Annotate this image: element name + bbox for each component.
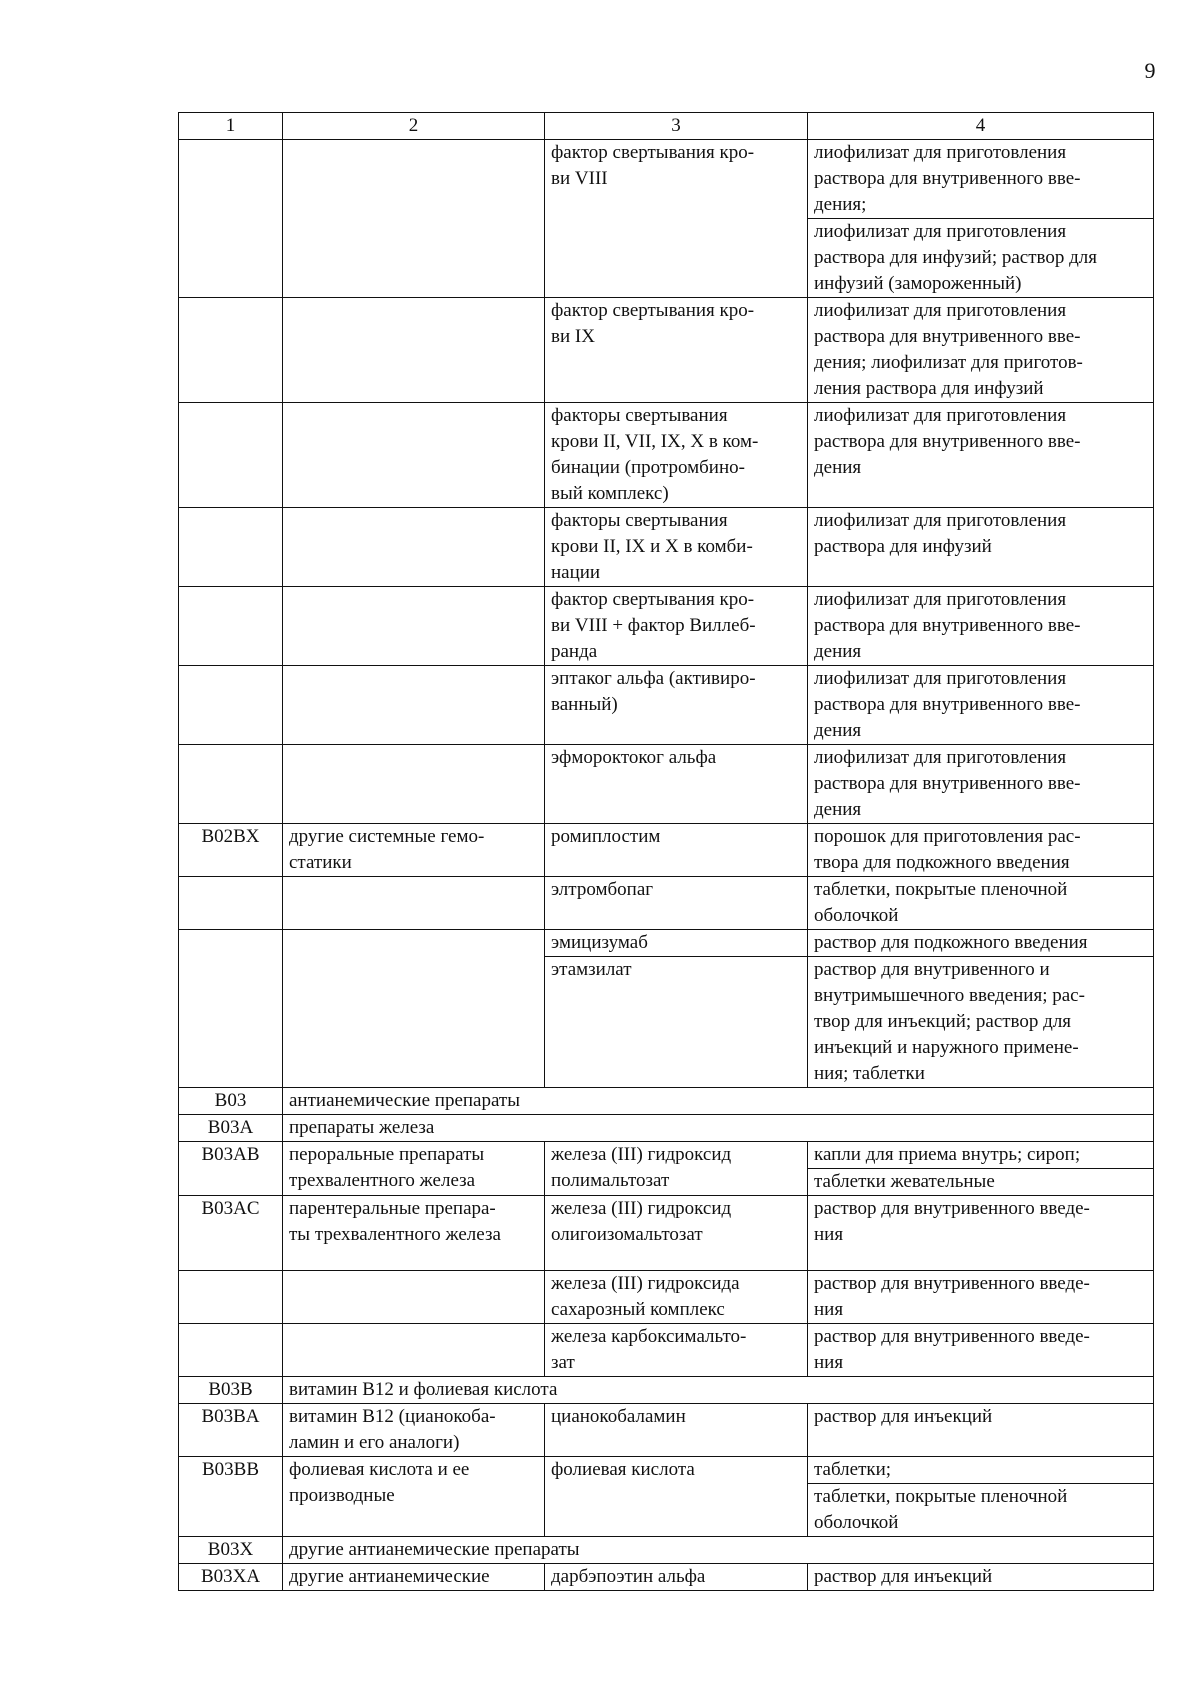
drug-name-cell (545, 1324, 808, 1377)
drug-name-cell (545, 666, 808, 745)
group-name-cell: антианемические препараты (283, 1088, 1154, 1115)
drug-name-cell (545, 1404, 808, 1457)
dosage-form-line: оболочкой (814, 905, 899, 926)
group-name-cell (283, 877, 545, 930)
group-name-cell (283, 824, 545, 877)
drug-name-line: железа (III) гидроксид (551, 1198, 732, 1219)
drug-name-line: бинации (протромбино- (551, 457, 745, 478)
dosage-form-part (808, 218, 1153, 297)
group-name-cell (283, 1142, 545, 1196)
group-name-line: ты трехвалентного железа (289, 1224, 501, 1245)
drug-name-line: ви VIII + фактор Виллеб- (551, 615, 756, 636)
group-name-line: пероральные препараты (289, 1144, 485, 1165)
group-name-cell (283, 1196, 545, 1271)
group-name-line: другие антианемические (289, 1566, 490, 1587)
drug-name-line: ви IX (551, 326, 595, 347)
dosage-form-line: лиофилизат для приготовления (814, 300, 1067, 321)
table-row (179, 930, 1154, 1088)
drug-name-cell (545, 930, 808, 1088)
drug-name-line: ромиплостим (551, 826, 661, 847)
drug-name-line: цианокобаламин (551, 1406, 686, 1427)
group-name-cell: витамин B12 и фолиевая кислота (283, 1377, 1154, 1404)
dosage-form-part (808, 666, 1153, 744)
dosage-form-cell (808, 877, 1154, 930)
header-row (179, 113, 1154, 140)
dosage-form-cell (808, 745, 1154, 824)
drug-name-line: фактор свертывания кро- (551, 589, 755, 610)
drug-name-line: нации (551, 562, 601, 583)
dosage-form-line: таблетки, покрытые пленочной (814, 1486, 1068, 1507)
dosage-form-line: таблетки; (814, 1459, 892, 1480)
dosage-form-line: дения (814, 457, 862, 478)
dosage-form-part (808, 508, 1153, 560)
dosage-form-part (808, 877, 1153, 929)
header-col-1: 1 (179, 113, 283, 140)
dosage-form-line: раствор для инъекций (814, 1406, 993, 1427)
table-row (179, 1457, 1154, 1537)
atc-code-cell (179, 298, 283, 403)
dosage-form-cell (808, 1457, 1154, 1537)
drug-name-line: дарбэпоэтин альфа (551, 1566, 706, 1587)
atc-code-cell (179, 745, 283, 824)
dosage-form-line: лиофилизат для приготовления (814, 142, 1067, 163)
drug-name-cell (545, 877, 808, 930)
group-name-cell (283, 1457, 545, 1537)
dosage-form-part (808, 956, 1153, 1087)
group-name-cell (283, 587, 545, 666)
dosage-form-part (808, 1404, 1153, 1430)
drug-name-line: крови II, IX и X в комби- (551, 536, 753, 557)
dosage-form-line: раствора для внутривенного вве- (814, 168, 1081, 189)
drug-name-line: фактор свертывания кро- (551, 142, 755, 163)
dosage-form-line: раствор для подкожного введения (814, 932, 1088, 953)
dosage-form-part (808, 403, 1153, 481)
atc-code-cell: B03BA (179, 1404, 283, 1457)
drug-name-cell (545, 1196, 808, 1271)
table-row (179, 1196, 1154, 1271)
dosage-form-part (808, 745, 1153, 823)
group-name-cell: другие антианемические препараты (283, 1537, 1154, 1564)
atc-code-cell (179, 403, 283, 508)
dosage-form-cell (808, 1142, 1154, 1196)
table-row (179, 1271, 1154, 1324)
dosage-form-part (808, 1457, 1153, 1483)
drug-name-cell (545, 1564, 808, 1591)
dosage-form-line: лиофилизат для приготовления (814, 589, 1067, 610)
dosage-form-line: раствора для внутривенного вве- (814, 326, 1081, 347)
atc-code-cell: B02BX (179, 824, 283, 877)
drug-name-line: эфмороктоког альфа (551, 747, 717, 768)
table-row (179, 877, 1154, 930)
group-name-line: витамин B12 (цианокоба- (289, 1406, 496, 1427)
drug-name-line: полимальтозат (551, 1170, 670, 1191)
dosage-form-line: лиофилизат для приготовления (814, 405, 1067, 426)
drug-name-line: зат (551, 1352, 575, 1373)
dosage-form-line: раствор для внутривенного введе- (814, 1198, 1090, 1219)
dosage-form-line: раствор для инъекций (814, 1566, 993, 1587)
group-name-cell (283, 403, 545, 508)
drug-name-cell (545, 140, 808, 298)
drug-name-line: фолиевая кислота (551, 1459, 695, 1480)
dosage-form-line: раствор для внутривенного введе- (814, 1326, 1090, 1347)
drug-name-part (545, 930, 807, 956)
dosage-form-line: капли для приема внутрь; сироп; (814, 1144, 1081, 1165)
dosage-form-line: инфузий (замороженный) (814, 273, 1022, 294)
table-row (179, 1537, 1154, 1564)
drug-name-line: ви VIII (551, 168, 608, 189)
drug-name-line: железа (III) гидроксида (551, 1273, 740, 1294)
atc-code-cell (179, 666, 283, 745)
group-name-cell (283, 1564, 545, 1591)
dosage-form-cell (808, 1404, 1154, 1457)
group-name-cell (283, 1404, 545, 1457)
dosage-form-part (808, 1196, 1153, 1248)
dosage-form-part (808, 140, 1153, 218)
atc-code-cell: B03X (179, 1537, 283, 1564)
atc-code-cell (179, 508, 283, 587)
atc-code-cell: B03B (179, 1377, 283, 1404)
drug-name-line: олигоизомальтозат (551, 1224, 703, 1245)
dosage-form-part (808, 1168, 1153, 1195)
table-row (179, 298, 1154, 403)
dosage-form-cell (808, 1324, 1154, 1377)
atc-code-cell (179, 140, 283, 298)
atc-code-cell (179, 1271, 283, 1324)
table-row (179, 666, 1154, 745)
dosage-form-line: лиофилизат для приготовления (814, 510, 1067, 531)
dosage-form-part (808, 1564, 1153, 1590)
table-row (179, 1115, 1154, 1142)
group-name-line: трехвалентного железа (289, 1170, 476, 1191)
table-row (179, 1564, 1154, 1591)
dosage-form-line: ния (814, 1224, 844, 1245)
dosage-form-line: ния; таблетки (814, 1063, 925, 1084)
dosage-form-line: раствора для внутривенного вве- (814, 431, 1081, 452)
dosage-form-line: раствора для внутривенного вве- (814, 773, 1081, 794)
dosage-form-cell (808, 140, 1154, 298)
dosage-form-part (808, 1483, 1153, 1536)
page-number: 9 (1144, 58, 1156, 83)
group-name-cell (283, 1324, 545, 1377)
dosage-form-part (808, 1324, 1153, 1376)
group-name-cell (283, 745, 545, 824)
dosage-form-line: дения (814, 799, 862, 820)
dosage-form-line: лиофилизат для приготовления (814, 747, 1067, 768)
atc-code-cell: B03 (179, 1088, 283, 1115)
dosage-form-line: твора для подкожного введения (814, 852, 1070, 873)
header-col-2: 2 (283, 113, 545, 140)
drug-name-cell (545, 508, 808, 587)
drug-name-cell (545, 403, 808, 508)
drug-name-cell (545, 1457, 808, 1537)
atc-code-cell: B03BB (179, 1457, 283, 1537)
dosage-form-line: дения (814, 641, 862, 662)
dosage-form-cell (808, 1196, 1154, 1271)
dosage-form-part (808, 930, 1153, 956)
dosage-form-cell (808, 666, 1154, 745)
drug-name-line: ранда (551, 641, 598, 662)
dosage-form-line: раствора для внутривенного вве- (814, 615, 1081, 636)
header-col-4: 4 (808, 113, 1154, 140)
table-row (179, 745, 1154, 824)
drug-name-line: вый комплекс) (551, 483, 669, 504)
drug-name-cell (545, 745, 808, 824)
dosage-form-line: дения (814, 720, 862, 741)
drug-name-line: железа (III) гидроксид (551, 1144, 732, 1165)
dosage-form-part (808, 824, 1153, 876)
table-row (179, 824, 1154, 877)
table-row (179, 403, 1154, 508)
table-row (179, 1142, 1154, 1196)
drug-name-line: факторы свертывания (551, 510, 728, 531)
group-name-cell (283, 508, 545, 587)
table-row (179, 1324, 1154, 1377)
group-name-line: статики (289, 852, 352, 873)
dosage-form-line: порошок для приготовления рас- (814, 826, 1081, 847)
drug-name-line: ванный) (551, 694, 618, 715)
dosage-form-cell (808, 930, 1154, 1088)
dosage-form-cell (808, 508, 1154, 587)
table-row (179, 508, 1154, 587)
group-name-cell: препараты железа (283, 1115, 1154, 1142)
drug-name-cell (545, 298, 808, 403)
drug-name-cell (545, 824, 808, 877)
group-name-cell (283, 140, 545, 298)
drug-name-line: фактор свертывания кро- (551, 300, 755, 321)
dosage-form-cell (808, 298, 1154, 403)
atc-code-cell (179, 1324, 283, 1377)
group-name-cell (283, 666, 545, 745)
atc-code-cell (179, 587, 283, 666)
dosage-form-line: дения; лиофилизат для приготов- (814, 352, 1083, 373)
group-name-cell (283, 930, 545, 1088)
group-name-cell (283, 298, 545, 403)
drug-name-cell (545, 1271, 808, 1324)
group-name-line: парентеральные препара- (289, 1198, 496, 1219)
dosage-form-line: раствор для внутривенного введе- (814, 1273, 1090, 1294)
dosage-form-line: оболочкой (814, 1512, 899, 1533)
atc-code-cell (179, 930, 283, 1088)
dosage-form-line: дения; (814, 194, 867, 215)
drug-name-line: крови II, VII, IX, X в ком- (551, 431, 759, 452)
dosage-form-line: ления раствора для инфузий (814, 378, 1044, 399)
dosage-form-part (808, 1142, 1153, 1168)
drug-name-line: этамзилат (551, 959, 632, 980)
group-name-line: производные (289, 1485, 395, 1506)
dosage-form-line: ния (814, 1299, 844, 1320)
drug-name-line: эмицизумаб (551, 932, 648, 953)
dosage-form-line: инъекций и наружного примене- (814, 1037, 1079, 1058)
dosage-form-line: ния (814, 1352, 844, 1373)
drug-table (178, 112, 1154, 1591)
dosage-form-line: раствор для внутривенного и (814, 959, 1050, 980)
table-row (179, 1404, 1154, 1457)
group-name-line: фолиевая кислота и ее (289, 1459, 470, 1480)
atc-code-cell: B03XA (179, 1564, 283, 1591)
dosage-form-cell (808, 824, 1154, 877)
group-name-line: другие системные гемо- (289, 826, 485, 847)
dosage-form-line: раствора для инфузий (814, 536, 992, 557)
dosage-form-cell (808, 587, 1154, 666)
table-row (179, 1377, 1154, 1404)
dosage-form-line: раствора для инфузий; раствор для (814, 247, 1098, 268)
dosage-form-part (808, 587, 1153, 665)
dosage-form-line: раствора для внутривенного вве- (814, 694, 1081, 715)
drug-name-line: эптаког альфа (активиро- (551, 668, 756, 689)
drug-name-cell (545, 1142, 808, 1196)
dosage-form-line: таблетки жевательные (814, 1171, 995, 1192)
drug-name-line: факторы свертывания (551, 405, 728, 426)
dosage-form-line: внутримышечного введения; рас- (814, 985, 1085, 1006)
drug-name-line: элтромбопаг (551, 879, 654, 900)
drug-name-cell (545, 587, 808, 666)
dosage-form-part (808, 298, 1153, 402)
table-row (179, 1088, 1154, 1115)
dosage-form-cell (808, 1564, 1154, 1591)
dosage-form-cell (808, 1271, 1154, 1324)
atc-code-cell: B03AC (179, 1196, 283, 1271)
header-col-3: 3 (545, 113, 808, 140)
drug-name-line: железа карбоксимальто- (551, 1326, 747, 1347)
group-name-line: ламин и его аналоги) (289, 1432, 460, 1453)
atc-code-cell: B03A (179, 1115, 283, 1142)
drug-name-line: сахарозный комплекс (551, 1299, 725, 1320)
dosage-form-line: твор для инъекций; раствор для (814, 1011, 1072, 1032)
dosage-form-line: лиофилизат для приготовления (814, 668, 1067, 689)
atc-code-cell: B03AB (179, 1142, 283, 1196)
dosage-form-cell (808, 403, 1154, 508)
dosage-form-line: таблетки, покрытые пленочной (814, 879, 1068, 900)
table-row (179, 587, 1154, 666)
dosage-form-part (808, 1271, 1153, 1323)
atc-code-cell (179, 877, 283, 930)
dosage-form-line: лиофилизат для приготовления (814, 221, 1067, 242)
drug-name-part (545, 956, 807, 1087)
group-name-cell (283, 1271, 545, 1324)
table-row (179, 140, 1154, 298)
